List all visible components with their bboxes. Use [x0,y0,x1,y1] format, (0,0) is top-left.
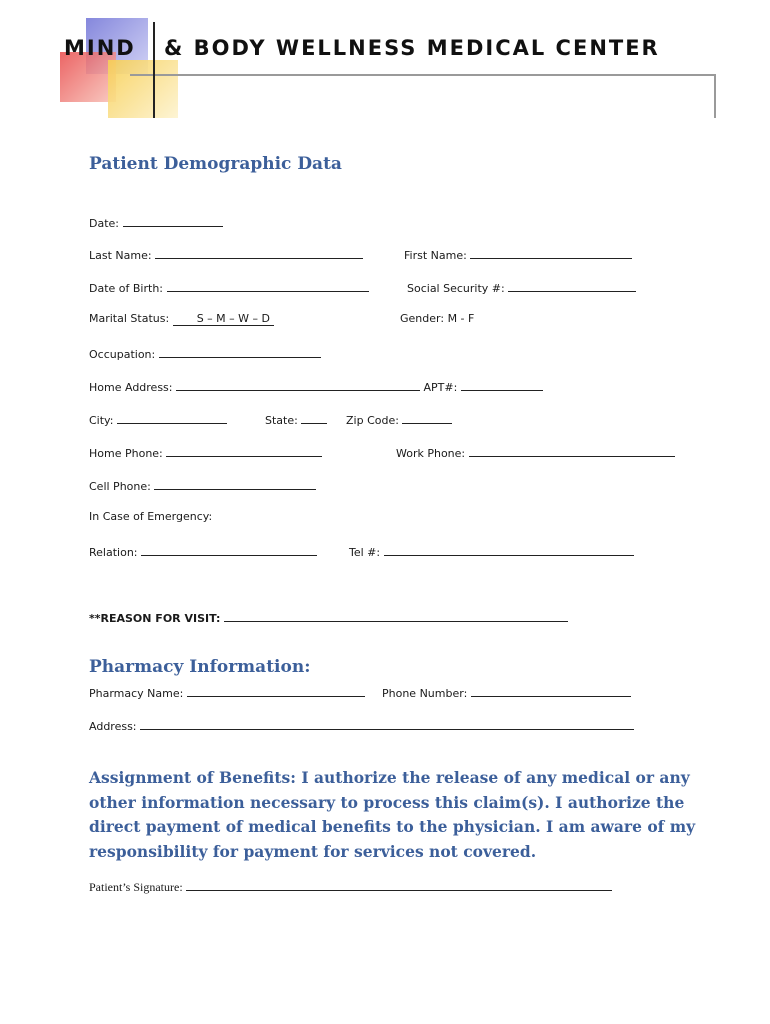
marital-status-label: Marital Status: [89,312,170,325]
city-field[interactable] [89,411,227,427]
reason-for-visit-label: **REASON FOR VISIT: [89,612,221,625]
marital-status-field[interactable] [89,312,274,326]
reason-for-visit-blank[interactable] [224,609,568,622]
state-field[interactable] [265,411,327,427]
marital-status-options[interactable]: S – M – W – D [173,312,274,326]
state-blank[interactable] [301,411,327,424]
zip-code-label: Zip Code: [346,414,399,427]
home-address-field[interactable] [89,378,543,394]
reason-for-visit-field[interactable] [89,609,568,625]
work-phone-field[interactable] [396,444,675,460]
relation-field[interactable] [89,543,317,559]
last-name-label: Last Name: [89,249,152,262]
occupation-field[interactable] [89,345,321,361]
date-field[interactable] [89,214,223,230]
pharmacy-address-blank[interactable] [140,717,634,730]
ssn-blank[interactable] [508,279,636,292]
zip-code-field[interactable] [346,411,452,427]
assignment-of-benefits-text: Assignment of Benefits: I authorize the release of any medical or any other information necessary to process this claim(s). I authorize the direct payment of medical benefits to the physician. I am aware of my responsibility for payment for services not covered. [89,768,696,861]
signature-label: Patient’s Signature: [89,880,183,894]
first-name-field[interactable] [404,246,632,262]
city-blank[interactable] [117,411,227,424]
date-label: Date: [89,217,119,230]
relation-blank[interactable] [141,543,317,556]
logo-mark [0,0,200,130]
home-address-blank[interactable] [176,378,420,391]
signature-field[interactable] [89,878,612,895]
apt-blank[interactable] [461,378,543,391]
gender-options[interactable]: M - F [447,312,475,325]
cell-phone-field[interactable] [89,477,316,493]
tel-label: Tel #: [349,546,381,559]
dob-label: Date of Birth: [89,282,164,295]
city-label: City: [89,414,114,427]
pharmacy-name-field[interactable] [89,684,365,700]
home-phone-label: Home Phone: [89,447,163,460]
occupation-blank[interactable] [159,345,321,358]
brand-name-right: & BODY WELLNESS MEDICAL CENTER [164,36,660,60]
gender-field[interactable] [400,312,474,325]
tel-field[interactable] [349,543,634,559]
first-name-label: First Name: [404,249,467,262]
ssn-label: Social Security #: [407,282,505,295]
pharmacy-phone-label: Phone Number: [382,687,468,700]
apt-label: APT#: [423,381,458,394]
occupation-label: Occupation: [89,348,156,361]
pharmacy-phone-field[interactable] [382,684,631,700]
last-name-field[interactable] [89,246,363,262]
emergency-contact-label: In Case of Emergency: [89,510,213,523]
home-phone-blank[interactable] [166,444,322,457]
logo-divider [153,22,155,118]
state-label: State: [265,414,298,427]
zip-code-blank[interactable] [402,411,452,424]
pharmacy-name-label: Pharmacy Name: [89,687,184,700]
home-address-label: Home Address: [89,381,173,394]
gender-label: Gender: [400,312,445,325]
signature-blank[interactable] [186,878,612,891]
cell-phone-blank[interactable] [154,477,316,490]
pharmacy-address-label: Address: [89,720,137,733]
home-phone-field[interactable] [89,444,322,460]
header-rule [130,74,716,76]
ssn-field[interactable] [407,279,636,295]
first-name-blank[interactable] [470,246,632,259]
logo-yellow-square [108,60,178,118]
date-blank[interactable] [123,214,223,227]
work-phone-blank[interactable] [469,444,675,457]
dob-blank[interactable] [167,279,369,292]
pharmacy-heading: Pharmacy Information: [89,657,311,677]
relation-label: Relation: [89,546,138,559]
pharmacy-name-blank[interactable] [187,684,365,697]
work-phone-label: Work Phone: [396,447,466,460]
demographics-heading: Patient Demographic Data [89,154,342,174]
last-name-blank[interactable] [155,246,363,259]
dob-field[interactable] [89,279,369,295]
header-rule-end [714,74,716,118]
pharmacy-address-field[interactable] [89,717,634,733]
brand-name-left: MIND [64,36,136,60]
cell-phone-label: Cell Phone: [89,480,151,493]
pharmacy-phone-blank[interactable] [471,684,631,697]
tel-blank[interactable] [384,543,634,556]
